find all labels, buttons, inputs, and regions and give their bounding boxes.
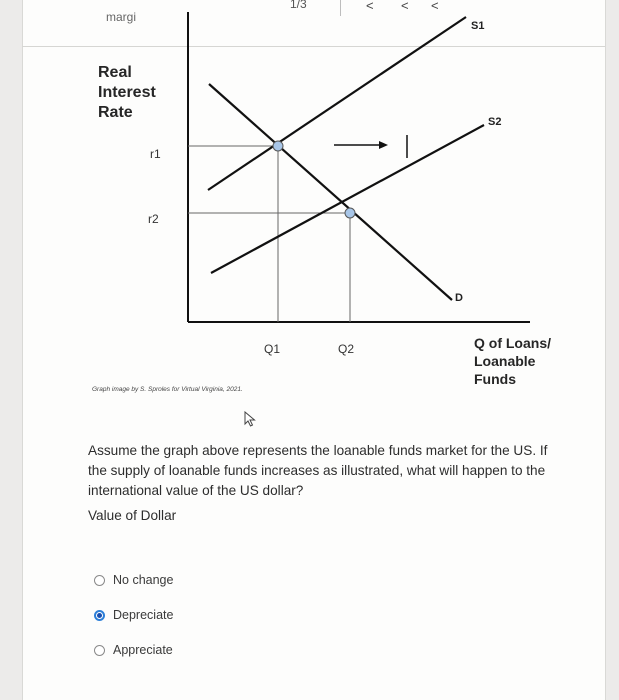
option-no-change[interactable] xyxy=(94,571,173,589)
radio-appreciate[interactable] xyxy=(94,645,105,656)
question-text: Assume the graph above represents the loanable funds market for the US. If the supply of loanable funds increases as illustrated, what will happen to the international value of the US dollar? xyxy=(88,443,548,498)
radio-no-change[interactable] xyxy=(94,575,105,586)
mouse-cursor-icon xyxy=(244,411,258,427)
prev-arrow-icon[interactable]: < xyxy=(431,0,439,13)
y-tick-r1: r1 xyxy=(150,147,161,161)
equilibrium-point-2 xyxy=(345,208,355,218)
option-appreciate[interactable] xyxy=(94,641,173,659)
y-axis-title: Real Interest Rate xyxy=(98,64,156,121)
x-axis-title: Q of Loans/ Loanable Funds xyxy=(474,335,551,387)
page-counter: 1/3 xyxy=(290,0,307,11)
s1-label: S1 xyxy=(471,20,485,32)
prev-arrow-icon[interactable]: < xyxy=(401,0,409,13)
equilibrium-point-1 xyxy=(273,141,283,151)
option-label: No change xyxy=(113,573,174,587)
supply-curve-s2 xyxy=(211,125,484,273)
x-tick-q2: Q2 xyxy=(338,342,355,356)
shift-arrow-head-icon xyxy=(379,141,388,149)
radio-depreciate[interactable] xyxy=(94,610,105,621)
s2-label: S2 xyxy=(488,116,502,128)
option-label: Depreciate xyxy=(113,608,174,622)
graph-credit: Graph image by S. Sproles for Virtual Virginia, 2021. xyxy=(92,386,243,393)
supply-curve-s1 xyxy=(208,17,466,190)
y-tick-r2: r2 xyxy=(148,212,159,226)
x-tick-q1: Q1 xyxy=(264,342,281,356)
d-label: D xyxy=(455,292,463,304)
tab-label: margi xyxy=(106,10,137,24)
option-label: Appreciate xyxy=(113,643,173,657)
question-label: Value of Dollar xyxy=(88,508,177,523)
option-depreciate[interactable] xyxy=(94,606,173,624)
demand-curve xyxy=(209,84,452,300)
prev-arrow-icon[interactable]: < xyxy=(366,0,374,13)
